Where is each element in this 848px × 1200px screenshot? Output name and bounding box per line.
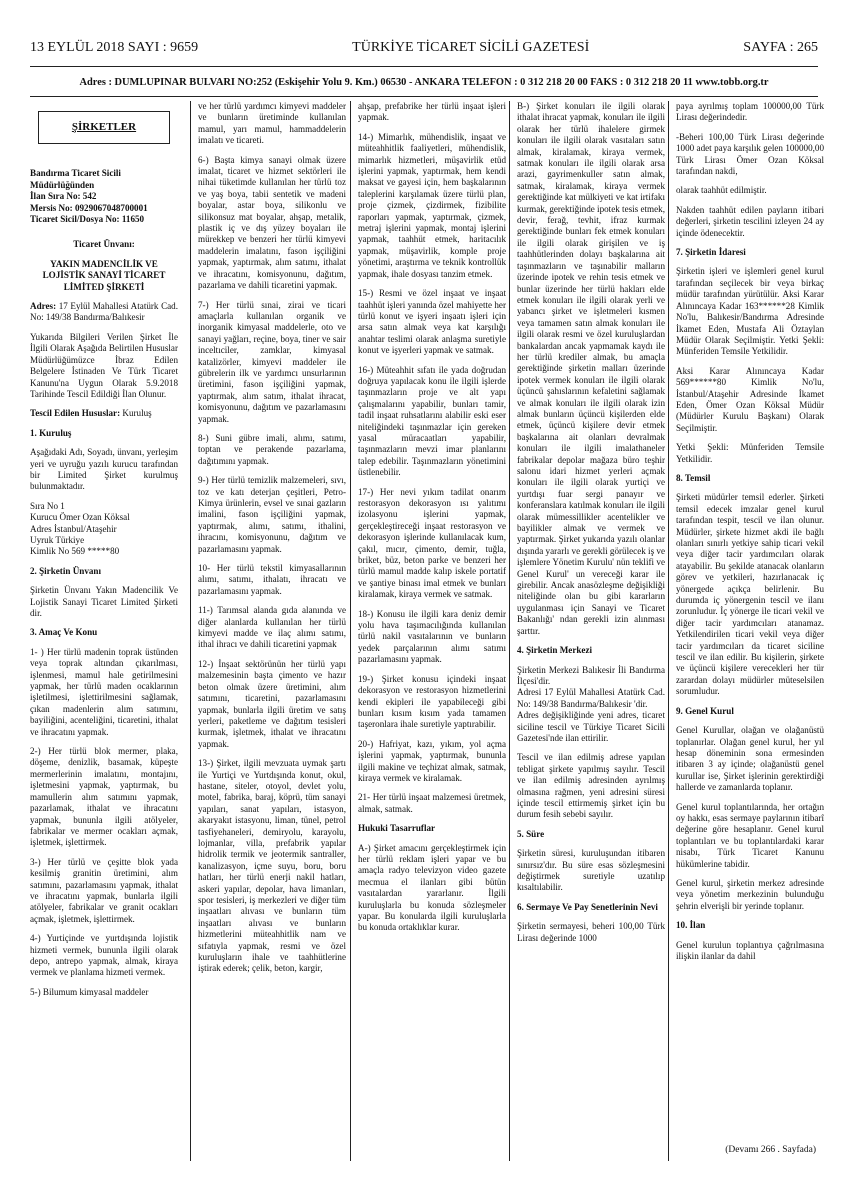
section-heading: 8. Temsil xyxy=(676,472,711,483)
paragraph: Nakden taahhüt edilen payların itibari değerleri, şirketin tescilini izleyen 24 ay içinde ödenecektir. xyxy=(676,204,824,238)
tescil-value: Kuruluş xyxy=(122,408,152,419)
section-heading: 3. Amaç Ve Konu xyxy=(30,627,98,638)
paragraph: 2-) Her türlü blok mermer, plaka, döşeme, denizlik, basamak, küpeşte mermerlerinin imalatını, montajını, işletmesini yapmak, yaptırmak, bu mamullerin alım satımını yapmak, pazarlamak, ithalat ve ihracatını yapmak, bununla ilgili atölyeler, fabrikalar ve mermer ocakları açmak, işletmek, işlettirmek. xyxy=(30,746,178,848)
paragraph: 13-) Şirket, ilgili mevzuata uymak şartı ile Yurtiçi ve Yurtdışında konut, okul, hastane, siteler, otoyol, devlet yolu, motel, fabrika, baraj, köprü, tüm sanayi yapıları, sanat yapıları, istasyon, akaryakıt istasyonu, liman, tünel, petrol tasfiyehaneleri, demiryolu, karayolu, lojmanlar, villa, prefabrik yapılar hidrolik termik ve jeotermik santraller, kanalizasyon, içme suyu, boru, boru hatları, her türlü enerji nakil hatları, askeri yapılar, depolar, hava limanları, spor tesisleri, iş merkezleri ve diğer tüm inşaatları alıvası ve bunların tüm inşaatları alıvası ve bunların hizmetlerini müteahhitlik nam ve sıfatıyla yapmak, resmi ve özel kuruluşların ihale ve taahhütlerine iştirak ederek; çelik, beton, kargir, xyxy=(198,758,346,974)
paragraph: 1- ) Her türlü madenin toprak üstünden veya toprak altından çıkarılması, işlenmesi, mamul hale getirilmesini yapmak, her türlü maden ocaklarının işletilmesi, işlettirilmesini sağlamak, çıkan madenlerin alım satımını, bayiliğini, acenteliğini, ticaretini, ithalat ve ihracatını yapmak. xyxy=(30,646,178,737)
mersis-no: Mersis No: 0929067048700001 xyxy=(30,202,148,213)
paragraph: Şirketin süresi, kuruluşundan itibaren sınırsız'dır. Bu süre esas sözleşmesini değiştirmek suretiyle uzatılıp kısaltılabilir. xyxy=(517,848,665,893)
paragraph: Şirketin sermayesi, beheri 100,00 Türk Lirası değerinde 1000 xyxy=(517,921,665,943)
paragraph: paya ayrılmış toplam 100000,00 Türk Lirası değerindedir. xyxy=(676,101,824,123)
paragraph: Şirketin Ünvanı Yakın Madencilik Ve Lojistik Sanayi Ticaret Limited Şirketi dir. xyxy=(30,585,178,618)
paragraph: 5-) Bilumum kimyasal maddeler xyxy=(30,986,149,997)
paragraph: 20-) Hafriyat, kazı, yıkım, yol açma işlerini yapmak, yaptırmak, bununla ilgili makine ve teçhizat almak, satmak, kiraya vermek ve kiralamak. xyxy=(358,738,506,783)
registry-info xyxy=(30,168,178,225)
paragraph: Genel kurul, şirketin merkez adresinde veya yönetim merkezinin bulunduğu şehrin elverişli bir yerinde toplanır. xyxy=(676,877,824,911)
company-title-label: Ticaret Ünvanı: xyxy=(73,239,135,250)
registry-office: Bandırma Ticaret Sicili Müdürlüğünden xyxy=(30,168,121,190)
gazette-title: TÜRKİYE TİCARET SİCİLİ GAZETESİ xyxy=(352,40,590,55)
section-heading: 4. Şirketin Merkezi xyxy=(517,645,593,656)
paragraph: Aşağıdaki Adı, Soyadı, ünvanı, yerleşim yeri ve uyruğu yazılı kurucu tarafından bir Limited Şirket kurulmuş bulunmaktadır. xyxy=(30,447,178,492)
column-5 xyxy=(676,101,824,1161)
paragraph: 21- Her türlü inşaat malzemesi üretmek, almak, satmak. xyxy=(358,792,506,814)
paragraph: 6-) Başta kimya sanayi olmak üzere imalat, ticaret ve hizmet sektörleri ile nihai tüketimde kullanılan her türlü toz ve yaş boya, tabii sentetik ve madeni boyalar, astar boya, silikonlu ve silikonsuz mat boyalar, ahşap, metalik, plastik iç ve dış yüzey boyaları ile mürekkep ve benzeri her türlü kimyevi maddelerin imalatını, fason işçiliğini yapmak, yaptırmak, alım satımı, ithalat ve ihracatını, komisyonunu, dağıtım, pazarlama ve dahili ticaretini yapmak. xyxy=(198,154,346,291)
section-heading: Hukuki Tasarruflar xyxy=(358,823,436,834)
section-heading: 2. Şirketin Ünvanı xyxy=(30,565,101,576)
paragraph: 18-) Konusu ile ilgili kara deniz demir yolu hava taşımacılığında kullanılan türlü nakil vasıtalarının ve bunların yedek parçalarının alımı satımı pazarlamasını yapmak. xyxy=(358,608,506,665)
paragraph: Şirketin işleri ve işlemleri genel kurul tarafından seçilecek bir veya birkaç müdür tarafından yürütülür. Aksi Karar Alınıncaya Kadar 163******28 Kimlik No'lu, Balıkesir/Bandırma Adresinde İkamet Eden, Mustafa Ali Öztaylan Müdür Olarak Seçilmiştir. Yetki Şekli: Münferiden Temsile Yetkilidir. xyxy=(676,266,824,357)
tescil-label: Tescil Edilen Hususlar: xyxy=(30,408,121,419)
paragraph: Sıra No 1 Kurucu Ömer Ozan Köksal Adres İstanbul/Ataşehir Uyruk Türkiye Kimlik No 569 *****80 xyxy=(30,500,130,557)
column-1 xyxy=(30,101,178,1161)
company-intro: Yukarıda Bilgileri Verilen Şirket İle İlgili Olarak Aşağıda Belirtilen Hususlar Müdürlüğümüzce İbraz Edilen Belgelere İstinaden Ve Türk Ticaret Kanunu'na Uygun Olarak 5.9.2018 Tarihinde Tescil Edildiği İlan Olunur. xyxy=(30,331,178,399)
paragraph: -Beheri 100,00 Türk Lirası değerinde 1000 adet paya karşılık gelen 100000,00 Türk Lirası Ömer Ozan Köksal tarafından nakdi, xyxy=(676,131,824,177)
paragraph: 14-) Mimarlık, mühendislik, inşaat ve müteahhitlik faaliyetleri, mühendislik, mimarlık hizmetleri, müşavirlik etüd işlerini yapmak, yaptırmak, hem kendi maksat ve gayesi için, hem başkalarının taleplerini karşılamak üzere türlü plan, proje çizmek, çizdirmek, fizibilite raporları yapmak, yaptırmak, çizmek, metraj işlerini yapmak, montaj işlerini yapmak, taahhüt etmek, haritacılık yapmak, müşavirlik, komple proje yönetimi, araştırma ve teknik kontrollük yapmak, ihale dosyası tanzim etmek. xyxy=(358,131,506,279)
header-rule xyxy=(30,66,818,67)
section-heading: 5. Süre xyxy=(517,828,545,839)
company-name: YAKIN MADENCİLİK VE LOJİSTİK SANAYİ TİCARET LİMİTED ŞİRKETİ xyxy=(42,258,166,292)
paragraph: Tescil ve ilan edilmiş adrese yapılan tebligat şirkete yapılmış sayılır. Tescil ve ilan edilmiş adresinden ayrılmış olmasına rağmen, yeni adresini süresi içinde tescil ettirmemiş şirket için bu durum fesih sebebi sayılır. xyxy=(517,752,665,820)
column-2 xyxy=(198,101,346,1161)
paragraph: 10- Her türlü tekstil kimyasallarının alımı, satımı, ithalatı, ihracatı ve pazarlamasını yapmak. xyxy=(198,563,346,596)
paragraph: Şirketi müdürler temsil ederler. Şirketi temsil edecek imzalar genel kurul tarafından tespit, tescil ve ilan olunur. Müdürler, şirkete hizmet akdi ile bağlı olanları sınırlı yetkiye sahip ticari vekil veya diğer tacir yardımcıları olarak atayabilir. Bu şekilde atanacak olanların görev ve yetkileri, hazırlanacak iç yönergede açıkça belirlenir. Bu durumda iç yönergenin tescil ve ilanı zorunludur. İç yönerge ile ticari vekil ve diğer tacir yardımcıları atanamaz. Yetkilendirilen ticari vekil veya diğer tacir yardımcıları da ticaret siciline tescil ve ilan edilir. Bu kişilerin, şirkete ve üçüncü kişilere verecekleri her tür zarardan dolayı müdürler müteselsilen sorumludur. xyxy=(676,492,824,697)
company-address xyxy=(30,301,178,324)
paragraph: 17-) Her nevi yıkım tadilat onarım restorasyon dekorasyon ısı yalıtımı izolasyonu işlerini yapmak, gerçekleştireceği inşaat restorasyon ve dekorasyon işlerinde kullanılacak kum, çakıl, mıcır, çimento, demir, tuğla, briket, büz, beton parke ve benzeri her türlü mamul madde kalıp iskele portatif ve şantiye binası imal etmek ve bunları kiralamak, kiraya vermek ve satmak. xyxy=(358,486,506,600)
paragraph: 11-) Tarımsal alanda gıda alanında ve diğer alanlarda kullanılan her türlü kimyevi madde ve ilaç alımı satımı, ithal ihracı ve dahili ticaretini yapmak xyxy=(198,605,346,650)
paragraph: 9-) Her türlü temizlik malzemeleri, sıvı, toz ve katı deterjan çeşitleri, Petro-Kimya ürünlerin, evsel ve sınai gazların imalini, fason işçiliğini yapmak, yaptırmak, alımı, satımı, ithalini, ihracını, komisyonunu, dağıtım ve pazarlamasını yapmak. xyxy=(198,475,346,554)
sicil-no: Ticaret Sicil/Dosya No: 11650 xyxy=(30,214,145,225)
column-3 xyxy=(358,101,506,1161)
paragraph: B-) Şirket konuları ile ilgili olarak ithalat ihracat yapmak, konuları ile ilgili olarak her türlü ihalelere girmek konuları ile ilgili olarak vasıtaları satın almak, kiralamak, kiraya vermek, satmak konuları ile ilgili olarak arsa arazi, gayrimenkuller satın almak, satmak, kiralamak, kiraya vermek gerektiğinde kat mülkiyeti ve kat irtifakı kurmak, gerektiğinde ipotek tesis etmek, devir, ferağ, tevhit, ifraz kurmak gerektiğinde bunları fek etmek konuları ile ilgili olarak girişilen ve iş taahhütlerinden dolayı başkalarına ait taşınmazların ve taşınabilir malların üzerinde ipotek ve rehin tesis etmek ve bunlar üzerinde her türlü hakları elde etmek konuları ile ilgili olarak yerli ve yabancı şirket ve işletmeleri kısmen veya tamamen satın almak konuları ile ilgili olarak resmi ve özel kuruluşlardan bankalardan ancak yapmamak kaydı ile her türlü krediler almak, bu amaçla gerektiğinde şirketin malları üzerinde ipotek vermek konuları ile ilgili olarak üçüncü şahıslarının kefaletini sağlamak ve almak konuları ile ilgili olarak izin almak bunların üçüncü kişilerden elde etmek, üçüncü kişilere devir etmek başkalarına ait olanları devralmak konuları ile ilgili imalathaneler fabrikalar depolar mağaza büro teşhir salonu idari hizmet yerleri açmak konuları ile ilgili olarak yurtiçi ve yurtdışı fuar sergi panayır ve konferanslara katılmak konuları ile ilgili olarak mümessillikler acentelikler ve bayilikler almak ve vermek ve yaptırmak. Şirket yukarıda yazılı olanlar dışında yararlı ve gerekli görülecek iş ve işlemlere Yönetim Kurulu' nün teklifi ve Genel Kurul' un vereceği karar ile girebilir. Ancak anasözleşme değişikliği niteliğinde olan bu gibi kararların uygulanması için Sanayi ve Ticaret Bakanlığı' ndan gerekli izin alınması şarttır. xyxy=(517,101,665,636)
article-columns xyxy=(30,101,824,1161)
section-heading: 7. Şirketin İdaresi xyxy=(676,247,746,258)
paragraph: olarak taahhüt edilmiştir. xyxy=(676,185,767,196)
section-heading: 6. Sermaye Ve Pay Senetlerinin Nevi xyxy=(517,901,658,912)
page-number: SAYFA : 265 xyxy=(743,40,818,55)
section-heading: 10. İlan xyxy=(676,920,706,931)
paragraph: Aksi Karar Alınıncaya Kadar 569******80 Kimlik No'lu, İstanbul/Ataşehir Adresinde İkamet Eden, Ömer Ozan Köksal Müdür (Müdürler Kurulu Başkanı) Olarak Seçilmiştir. xyxy=(676,365,824,433)
paragraph: Genel kurul toplantılarında, her ortağın oy hakkı, esas sermaye paylarının itibarî değerine göre hesaplanır. Genel kurul toplantıları ve bu toplantılardaki karar nisabı, Türk Ticaret Kanunu hükümlerine tabidir. xyxy=(676,801,824,869)
paragraph: Şirketin Merkezi Balıkesir İli Bandırma İlçesi'dir. Adresi 17 Eylül Mahallesi Atatürk Cad. No: 149/38 Bandırma/Balıkesir 'dir. Adres değişikliğinde yeni adres, ticaret siciline tescil ve Türkiye Ticaret Sicili Gazetesi'nde ilan ettirilir. xyxy=(517,664,665,743)
continuation-note: (Devamı 266 . Sayfada) xyxy=(725,1145,816,1155)
column-4 xyxy=(517,101,665,1161)
paragraph: ve her türlü yardımcı kimyevi maddeler ve bunların üretiminde kullanılan mamul, yarı mamul, hammaddelerin imalatı ve ticareti. xyxy=(198,101,346,146)
paragraph: 4-) Yurtiçinde ve yurtdışında lojistik hizmeti vermek, bununla ilgili olarak depo, antrepo yapmak, almak, kiraya vermek ve planlama hizmeti vermek. xyxy=(30,933,178,978)
paragraph: Genel kurulun toplantıya çağrılmasına ilişkin ilanlar da dahil xyxy=(676,939,824,961)
address-label: Adres: xyxy=(30,301,57,312)
paragraph: ahşap, prefabrike her türlü inşaat işleri yapmak. xyxy=(358,101,506,123)
section-heading: 1. Kuruluş xyxy=(30,427,72,438)
paragraph: 16-) Müteahhit sıfatı ile yada doğrudan doğruya yapılacak konu ile ilgili işlerde taşınmazların proje ve alt yapı çalışmalarını yapabilir, bunları tamir, tadil inşaat ruhsatlarını alabilir eski eser niteliğindeki taşınmazlar için gereken yasal müracaatları yapabilir, taşınmazların mevzi imar planlarını talep edebilir. Taşınmazların yönetimini üstlenebilir. xyxy=(358,364,506,478)
paragraph: 15-) Resmi ve özel inşaat ve inşaat taahhüt işleri yanında özel mahiyette her türlü konut ve işyeri inşaatı işleri için arsa satın almak veya kat karşılığı anahtar teslimi olarak anlaşma suretiyle konut ve işyerleri yapmak ve satmak. xyxy=(358,288,506,356)
paragraph: 12-) İnşaat sektörünün her türlü yapı malzemesinin başta çimento ve hazır beton olmak üzere üretimini, alım satımını, ticaretini, pazarlamasını yapmak, bunlarla ilgili üretim ve satış yerleri, paketleme ve dağıtım tesisleri kurmak, işletmek, ithalat ve ihracatını yapmak. xyxy=(198,658,346,749)
gazette-header xyxy=(30,40,818,60)
tescil-line xyxy=(30,408,178,419)
address-text: 17 Eylül Mahallesi Atatürk Cad. No: 149/38 Bandırma/Balıkesir xyxy=(30,301,178,323)
section-heading: 9. Genel Kurul xyxy=(676,705,734,716)
paragraph: A-) Şirket amacını gerçekleştirmek için her türlü reklam işleri yapar ve bu amaçla radyo televizyon video gazete mecmua el ilanları gibi bütün vasıtalardan yararlanır. İlgili kuruluşlarla bu konuda sözleşmeler yapar. Bu konularda ilgili kuruluşlarla bu konuda ortaklıklar kurar. xyxy=(358,842,506,933)
ilan-no: İlan Sıra No: 542 xyxy=(30,191,97,202)
address-rule xyxy=(30,96,818,97)
address-line: Adres : DUMLUPINAR BULVARI NO:252 (Eskişehir Yolu 9. Km.) 06530 - ANKARA TELEFON : 0 312 218 20 00 FAKS : 0 312 218 20 11 www.tobb.org.tr xyxy=(79,77,769,88)
section-box: ŞİRKETLER xyxy=(38,111,170,144)
paragraph: Genel Kurullar, olağan ve olağanüstü toplanırlar. Olağan genel kurul, her yıl hesap döneminin sona ermesinden itibaren 3 ay içinde; olağanüstü genel kurullar ise, Şirket işlerinin gerektirdiği hallerde ve zamanlarda toplanır. xyxy=(676,725,824,793)
issue-date: 13 EYLÜL 2018 SAYI : 9659 xyxy=(30,40,199,55)
paragraph: 8-) Suni gübre imali, alımı, satımı, toptan ve perakende pazarlama, dağıtımını yapmak. xyxy=(198,432,346,466)
paragraph: Yetki Şekli: Münferiden Temsile Yetkilidir. xyxy=(676,442,824,464)
paragraph: 7-) Her türlü sınai, zirai ve ticari amaçlarla kullanılan organik ve inorganik kimyasal maddelerle, oto ve sanayi yağları, reçine, boya, tiner ve sair inceltıciler, zamklar, kimyasal katalizörler, kimyevi maddeler ile gübrelerin ilk ve yardımcı unsurlarının üretimini, fason işçiliğini yapmak, yaptırmak, alım satım, ithalat ihracat, komisyonunu, dağıtım ve pazarlamasını yapmak. xyxy=(198,299,346,424)
paragraph: 3-) Her türlü ve çeşitte blok yada kesilmiş granitin üretimini, alım satımını, pazarlamasını yapmak, ithalat ve ihracatını yapmak, bunlarla ilgili atölyeler, fabrikalar ve granit ocakları açmak, işletmek, işlettirmek. xyxy=(30,856,178,924)
paragraph: 19-) Şirket konusu içindeki inşaat dekorasyon ve restorasyon hizmetlerini kendi ekipleri ile yapabileceği gibi bunları kısım kısım yada tamamen taşeronlara ihale suretiyle yaptırabilir. xyxy=(358,673,506,730)
